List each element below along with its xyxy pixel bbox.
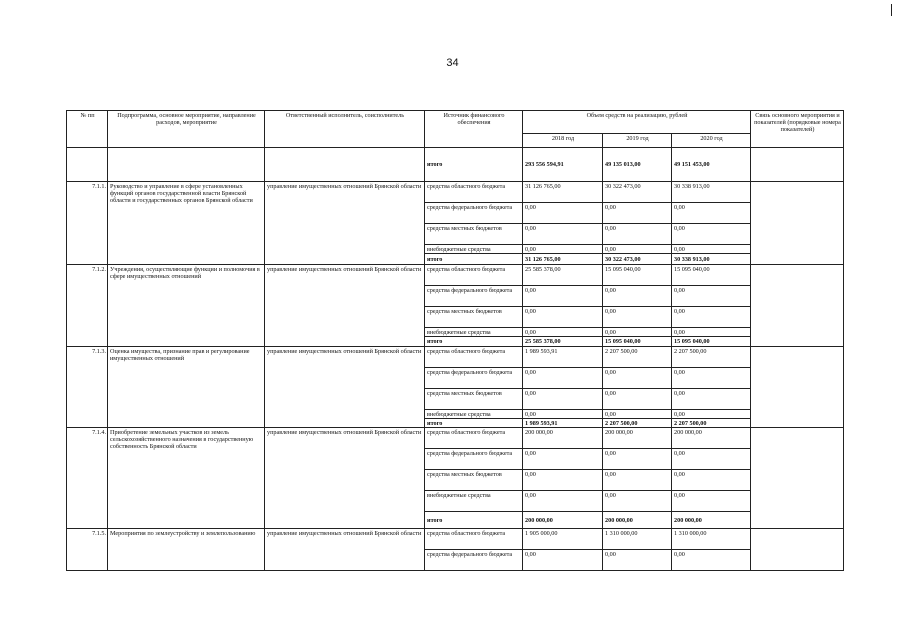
amount-cell: 0,00 — [603, 245, 672, 254]
amount-cell: 0,00 — [672, 470, 751, 491]
total-amount: 200 000,00 — [603, 512, 672, 529]
amount-cell: 0,00 — [523, 203, 603, 224]
funding-source: внебюджетные средства — [425, 245, 523, 254]
amount-cell: 0,00 — [672, 245, 751, 254]
header-source: Источник финансового обеспечения — [425, 111, 523, 148]
total-amount: 2 207 500,00 — [672, 418, 751, 427]
amount-cell: 0,00 — [672, 203, 751, 224]
amount-cell: 15 095 040,00 — [603, 265, 672, 286]
amount-cell: 0,00 — [523, 388, 603, 409]
block-program: Учреждения, осуществляющие функции и полномочия в сфере имущественных отношений — [108, 265, 265, 346]
amount-cell: 0,00 — [523, 307, 603, 328]
funding-source: внебюджетные средства — [425, 409, 523, 418]
amount-cell: 30 322 473,00 — [603, 182, 672, 203]
total-label: итого — [425, 512, 523, 529]
funding-source: средства федерального бюджета — [425, 449, 523, 470]
amount-cell: 0,00 — [603, 449, 672, 470]
block-number: 7.1.4. — [67, 428, 108, 529]
amount-cell: 1 310 000,00 — [603, 529, 672, 550]
amount-cell: 0,00 — [523, 224, 603, 245]
total-label: итого — [425, 254, 523, 265]
funding-source: средства областного бюджета — [425, 346, 523, 367]
amount-cell: 30 338 913,00 — [672, 182, 751, 203]
funding-source: средства местных бюджетов — [425, 307, 523, 328]
scan-edge-mark — [891, 4, 892, 16]
block-executor: управление имущественных отношений Брянской области — [265, 529, 425, 571]
funding-row — [67, 529, 844, 550]
funding-source: средства федерального бюджета — [425, 550, 523, 571]
total-amount: 15 095 040,00 — [603, 337, 672, 346]
funding-source: средства местных бюджетов — [425, 224, 523, 245]
funding-source: средства федерального бюджета — [425, 367, 523, 388]
funding-source: средства областного бюджета — [425, 265, 523, 286]
block-link — [751, 428, 844, 529]
amount-cell: 0,00 — [672, 449, 751, 470]
block-number: 7.1.1. — [67, 182, 108, 265]
total-amount: 200 000,00 — [672, 512, 751, 529]
header-year-2020: 2020 год — [672, 134, 751, 148]
amount-cell: 0,00 — [523, 550, 603, 571]
funding-row — [67, 182, 844, 203]
amount-cell: 200 000,00 — [603, 428, 672, 449]
amount-cell: 0,00 — [603, 367, 672, 388]
amount-cell: 200 000,00 — [523, 428, 603, 449]
header-volume: Объем средств на реализацию, рублей — [523, 111, 751, 134]
header-number: № пп — [67, 111, 108, 148]
amount-cell: 0,00 — [603, 203, 672, 224]
page-number: 34 — [446, 57, 459, 69]
funding-source: средства областного бюджета — [425, 428, 523, 449]
table-body — [67, 148, 844, 571]
total-amount: 30 338 913,00 — [672, 254, 751, 265]
amount-cell: 0,00 — [523, 470, 603, 491]
table-header — [67, 111, 844, 148]
amount-cell: 0,00 — [523, 449, 603, 470]
funding-row — [67, 265, 844, 286]
block-number: 7.1.2. — [67, 265, 108, 346]
amount-cell: 200 000,00 — [672, 428, 751, 449]
amount-cell: 0,00 — [603, 550, 672, 571]
total-2018: 293 556 594,91 — [523, 148, 603, 182]
total-amount: 1 989 593,91 — [523, 418, 603, 427]
amount-cell: 0,00 — [603, 491, 672, 512]
amount-cell: 25 585 378,00 — [523, 265, 603, 286]
amount-cell: 31 126 765,00 — [523, 182, 603, 203]
amount-cell: 2 207 500,00 — [672, 346, 751, 367]
funding-row — [67, 346, 844, 367]
total-amount: 25 585 378,00 — [523, 337, 603, 346]
block-executor: управление имущественных отношений Брянской области — [265, 428, 425, 529]
block-link — [751, 346, 844, 427]
amount-cell: 0,00 — [603, 286, 672, 307]
block-number: 7.1.3. — [67, 346, 108, 427]
amount-cell: 0,00 — [603, 328, 672, 337]
header-link: Связь основного мероприятия и показателей (порядковые номера показателей) — [751, 111, 844, 148]
amount-cell: 0,00 — [523, 328, 603, 337]
block-program: Руководство и управление в сфере установленных функций органов государственной власти Брянской области и государственных органов Брянской области — [108, 182, 265, 265]
total-amount: 2 207 500,00 — [603, 418, 672, 427]
amount-cell: 0,00 — [603, 388, 672, 409]
funding-source: средства федерального бюджета — [425, 286, 523, 307]
amount-cell: 0,00 — [523, 286, 603, 307]
total-2019: 49 135 013,00 — [603, 148, 672, 182]
amount-cell: 0,00 — [603, 307, 672, 328]
block-link — [751, 182, 844, 265]
funding-source: средства местных бюджетов — [425, 388, 523, 409]
amount-cell: 0,00 — [603, 224, 672, 245]
block-program: Приобретение земельных участков из земель сельскохозяйственного назначения в государственную собственность Брянской области — [108, 428, 265, 529]
block-link — [751, 265, 844, 346]
amount-cell: 0,00 — [603, 409, 672, 418]
amount-cell: 0,00 — [672, 286, 751, 307]
block-executor: управление имущественных отношений Брянской области — [265, 265, 425, 346]
block-executor: управление имущественных отношений Брянской области — [265, 182, 425, 265]
total-amount: 31 126 765,00 — [523, 254, 603, 265]
budget-table — [66, 110, 844, 571]
amount-cell: 2 207 500,00 — [603, 346, 672, 367]
block-program: Оценка имущества, признание прав и регулирование имущественных отношений — [108, 346, 265, 427]
header-year-2019: 2019 год — [603, 134, 672, 148]
block-executor: управление имущественных отношений Брянской области — [265, 346, 425, 427]
cell-executor — [265, 148, 425, 182]
amount-cell: 0,00 — [672, 491, 751, 512]
amount-cell: 0,00 — [523, 245, 603, 254]
amount-cell: 0,00 — [523, 367, 603, 388]
funding-source: средства областного бюджета — [425, 182, 523, 203]
amount-cell: 0,00 — [603, 470, 672, 491]
cell-link — [751, 148, 844, 182]
header-year-2018: 2018 год — [523, 134, 603, 148]
amount-cell: 0,00 — [523, 409, 603, 418]
amount-cell: 1 989 593,91 — [523, 346, 603, 367]
amount-cell: 1 905 000,00 — [523, 529, 603, 550]
funding-row — [67, 428, 844, 449]
header-executor: Ответственный исполнитель, соисполнитель — [265, 111, 425, 148]
amount-cell: 0,00 — [672, 224, 751, 245]
cell-program — [108, 148, 265, 182]
amount-cell: 0,00 — [672, 328, 751, 337]
block-number: 7.1.5. — [67, 529, 108, 571]
total-amount: 15 095 040,00 — [672, 337, 751, 346]
total-label: итого — [425, 148, 523, 182]
amount-cell: 0,00 — [672, 367, 751, 388]
block-program: Мероприятия по землеустройству и землепользованию — [108, 529, 265, 571]
cell-number — [67, 148, 108, 182]
total-label: итого — [425, 418, 523, 427]
funding-source: внебюджетные средства — [425, 491, 523, 512]
grand-total-row — [67, 148, 844, 182]
header-program: Подпрограмма, основное мероприятие, направление расходов, мероприятие — [108, 111, 265, 148]
amount-cell: 1 310 000,00 — [672, 529, 751, 550]
amount-cell: 0,00 — [672, 388, 751, 409]
amount-cell: 15 095 040,00 — [672, 265, 751, 286]
total-amount: 30 322 473,00 — [603, 254, 672, 265]
amount-cell: 0,00 — [523, 491, 603, 512]
total-amount: 200 000,00 — [523, 512, 603, 529]
total-label: итого — [425, 337, 523, 346]
funding-source: средства местных бюджетов — [425, 470, 523, 491]
amount-cell: 0,00 — [672, 307, 751, 328]
funding-source: средства федерального бюджета — [425, 203, 523, 224]
amount-cell: 0,00 — [672, 409, 751, 418]
block-link — [751, 529, 844, 571]
funding-source: средства областного бюджета — [425, 529, 523, 550]
funding-source: внебюджетные средства — [425, 328, 523, 337]
total-2020: 49 151 453,00 — [672, 148, 751, 182]
amount-cell: 0,00 — [672, 550, 751, 571]
